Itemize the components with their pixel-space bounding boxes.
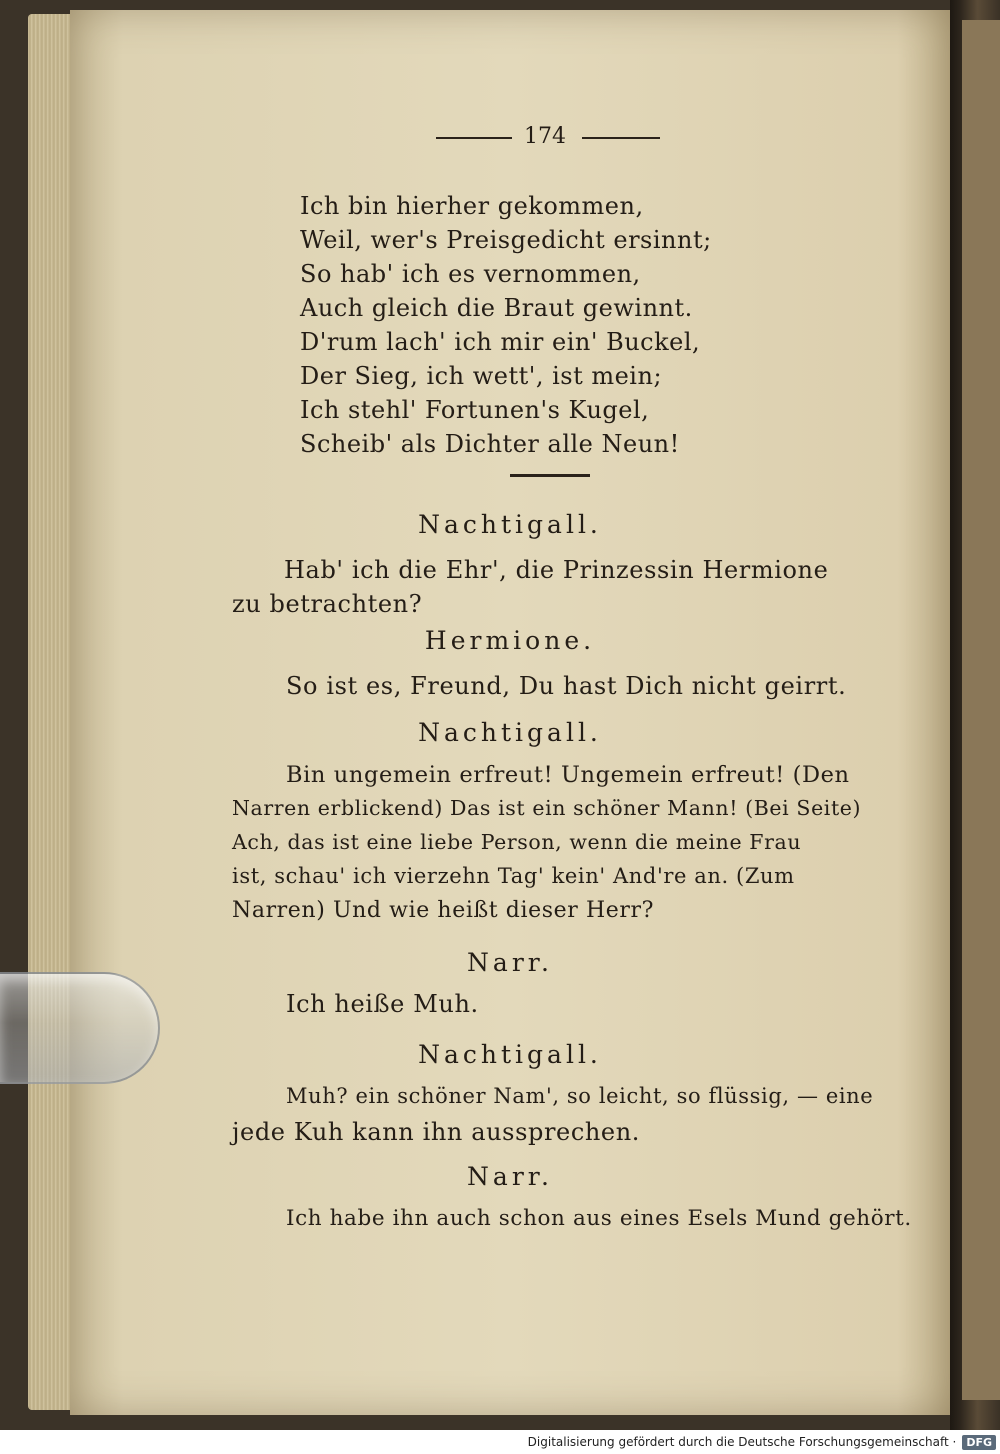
speaker-name: Hermione. <box>424 626 596 655</box>
dialogue-line: Ich habe ihn auch schon aus eines Esels Mund gehört. <box>286 1206 912 1231</box>
section-divider <box>510 474 590 477</box>
next-page-sliver <box>962 20 1000 1400</box>
speaker-name: Narr. <box>467 948 553 977</box>
dfg-logo: DFG <box>962 1435 996 1450</box>
dialogue-line: Hab' ich die Ehr', die Prinzessin Hermione <box>284 556 829 584</box>
dialogue-line: Muh? ein schöner Nam', so leicht, so flüssig, — eine <box>286 1084 874 1108</box>
verse-line: Der Sieg, ich wett', ist mein; <box>300 362 663 390</box>
dialogue-line: So ist es, Freund, Du hast Dich nicht geirrt. <box>286 672 847 700</box>
dialogue-line: jede Kuh kann ihn aussprechen. <box>232 1118 641 1146</box>
dialogue-line: ist, schau' ich vierzehn Tag' kein' And're an. (Zum <box>232 864 795 888</box>
dialogue-line: Narren erblickend) Das ist ein schöner Mann! (Bei Seite) <box>232 796 862 820</box>
dialogue-line: Bin ungemein erfreut! Ungemein erfreut! (Den <box>286 762 850 788</box>
verse-line: So hab' ich es vernommen, <box>300 260 641 288</box>
verse-line: Auch gleich die Braut gewinnt. <box>300 294 693 322</box>
speaker-name: Narr. <box>467 1162 553 1191</box>
dialogue-line: Narren) Und wie heißt dieser Herr? <box>232 898 654 923</box>
dialogue-line: Ich heiße Muh. <box>286 990 479 1018</box>
page-holder-clip <box>0 972 160 1084</box>
speaker-name: Nachtigall. <box>418 718 602 747</box>
page-number: 174 <box>524 124 566 149</box>
header-rule-right <box>582 137 660 139</box>
dialogue-line: zu betrachten? <box>232 590 423 618</box>
book-page <box>70 10 950 1415</box>
header-rule-left <box>436 137 512 139</box>
footer-credit: Digitalisierung gefördert durch die Deutsche Forschungsgemeinschaft · <box>527 1435 957 1449</box>
verse-line: Ich bin hierher gekommen, <box>300 192 644 220</box>
speaker-name: Nachtigall. <box>418 1040 602 1069</box>
speaker-name: Nachtigall. <box>418 510 602 539</box>
dialogue-line: Ach, das ist eine liebe Person, wenn die meine Frau <box>232 830 802 854</box>
verse-line: Weil, wer's Preisgedicht ersinnt; <box>300 226 712 254</box>
digitization-footer <box>0 1430 1000 1454</box>
verse-line: D'rum lach' ich mir ein' Buckel, <box>300 328 701 356</box>
verse-line: Ich stehl' Fortunen's Kugel, <box>300 396 650 424</box>
verse-line: Scheib' als Dichter alle Neun! <box>300 430 680 458</box>
